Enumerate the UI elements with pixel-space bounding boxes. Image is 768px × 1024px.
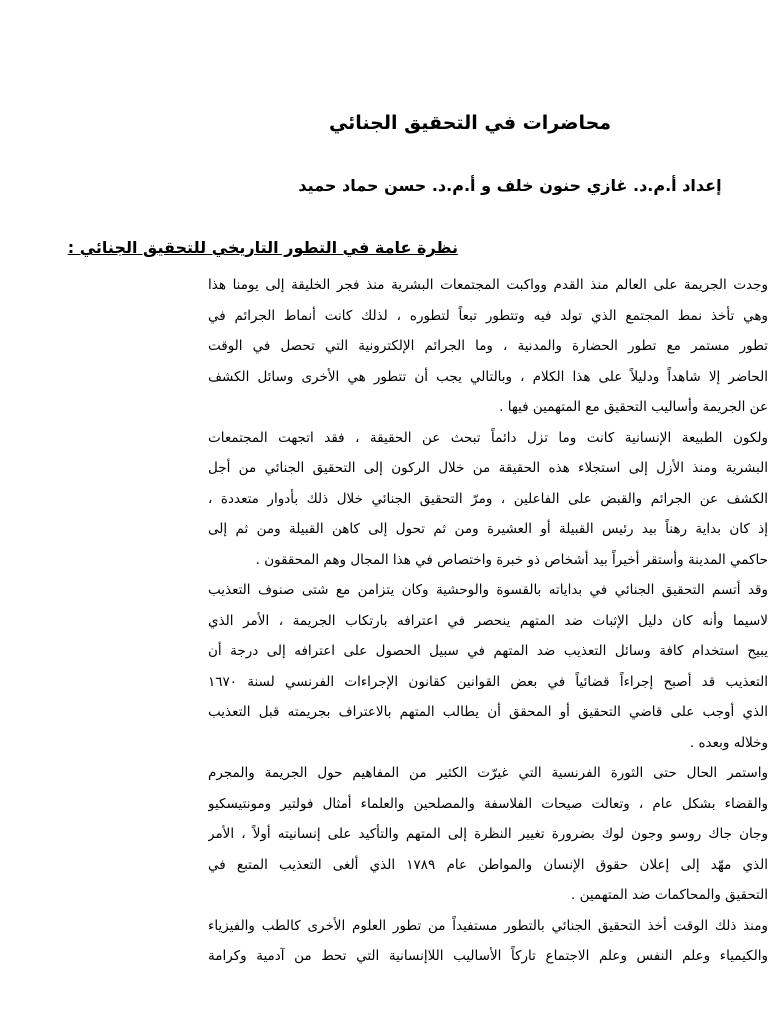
text-line: الحاضر إلا شاهداً ودليلاً على هذا الكلام ، وبالتالي يجب أن تتطور هي الأخرى وسائل الكشف xyxy=(208,368,768,385)
text-line: الذي أوجب على قاضي التحقيق أو المحقق أن يطالب المتهم بالاعتراف بجريمته قبل التعذيب xyxy=(208,704,768,720)
text-line: الكشف عن الجرائم والقبض على الفاعلين ، ومرّ التحقيق الجنائي خلال ذلك بأدوار متعددة ، xyxy=(208,490,768,507)
text-line: وقد أتسم التحقيق الجنائي في بداياته بالقسوة والوحشية وكان يتزامن مع شتى صنوف التعذيب xyxy=(208,582,768,598)
text-line: وجدت الجريمة على العالم منذ القدم وواكبت المجتمعات البشرية منذ فجر الخليقة إلى يومنا هذا xyxy=(208,277,768,293)
text-line: واستمر الحال حتى الثورة الفرنسية التي غيرّت الكثير من المفاهيم حول الجريمة والمجرم xyxy=(208,765,768,781)
paragraph-5 xyxy=(208,911,768,972)
text-line: عن الجريمة وأساليب التحقيق مع المتهمين فيها . xyxy=(499,399,768,415)
paragraph-2 xyxy=(208,423,768,576)
document-authors: إعداد أ.م.د. غازي حنون خلف و أ.م.د. حسن حماد حميد xyxy=(298,176,722,195)
text-line: وجان جاك روسو وجون لوك بضرورة تغيير النظرة إلى المتهم والتأكيد على إنسانيته أولاً ، الأمر xyxy=(208,826,768,842)
paragraph-3 xyxy=(208,575,768,758)
paragraph-1 xyxy=(208,270,768,423)
body-text xyxy=(208,270,768,972)
text-line: وخلاله وبعده . xyxy=(689,734,768,751)
text-line: الذي مهّد إلى إعلان حقوق الإنسان والمواطن عام ١٧٨٩ الذي ألغى التعذيب المتبع في xyxy=(208,856,768,873)
text-line: البشرية ومنذ الأزل إلى استجلاء هذه الحقيقة من خلال الركون إلى التحقيق الجنائي من أجل xyxy=(208,460,768,476)
text-line: ولكون الطبيعة الإنسانية كانت وما تزل دائماً تبحث عن الحقيقة ، فقد اتجهت المجتمعات xyxy=(208,429,768,446)
text-line: التحقيق والمحاكمات ضد المتهمين . xyxy=(570,887,768,903)
paragraph-4 xyxy=(208,758,768,911)
document-title: محاضرات في التحقيق الجنائي xyxy=(328,112,612,134)
text-line: ومنذ ذلك الوقت أخذ التحقيق الجنائي بالتطور مستفيداً من تطور العلوم الأخرى كالطب والفيزياء xyxy=(208,917,768,934)
text-line: التعذيب قد أصبح إجراءاً قضائياً في بعض القوانين كقانون الإجراءات الفرنسي لسنة ١٦٧٠ xyxy=(208,673,768,690)
text-line: حاكمي المدينة وأستقر أخيراً بيد أشخاص ذو خبرة واختصاص في هذا المجال وهم المحققون . xyxy=(255,551,768,568)
text-line: وهي تأخذ نمط المجتمع الذي تولد فيه وتتطور تبعاً لتطوره ، لذلك كانت أنماط الجرائم في xyxy=(208,307,768,324)
text-line: إذ كان بداية رهناً بيد رئيس القبيلة أو العشيرة ومن ثم تحول إلى كاهن القبيلة ومن ثم إلى xyxy=(208,521,768,537)
text-line: يبيح استخدام كافة وسائل التعذيب ضد المتهم في سبيل الحصول على اعترافه إلى درجة أن xyxy=(208,643,768,659)
text-line: والقضاء بشكل عام ، وتعالت صيحات الفلاسفة والمصلحين والعلماء أمثال فولتير ومونتيسكيو xyxy=(208,795,768,812)
text-line: لاسيما وأنه كان دليل الإثبات ضد المتهم ينحصر في اعترافه بارتكاب الجريمة ، الأمر الذي xyxy=(208,612,768,629)
text-line: والكيمياء وعلم النفس وعلم الاجتماع تاركاً الأساليب اللاإنسانية التي تحط من آدمية وكرامة xyxy=(208,948,768,964)
text-line: تطور مستمر مع تطور الحضارة والمدنية ، وما الجرائم الإلكترونية التي تحصل في الوقت xyxy=(208,338,768,354)
section-heading: نظرة عامة في التطور التاريخي للتحقيق الجنائي : xyxy=(67,238,458,257)
